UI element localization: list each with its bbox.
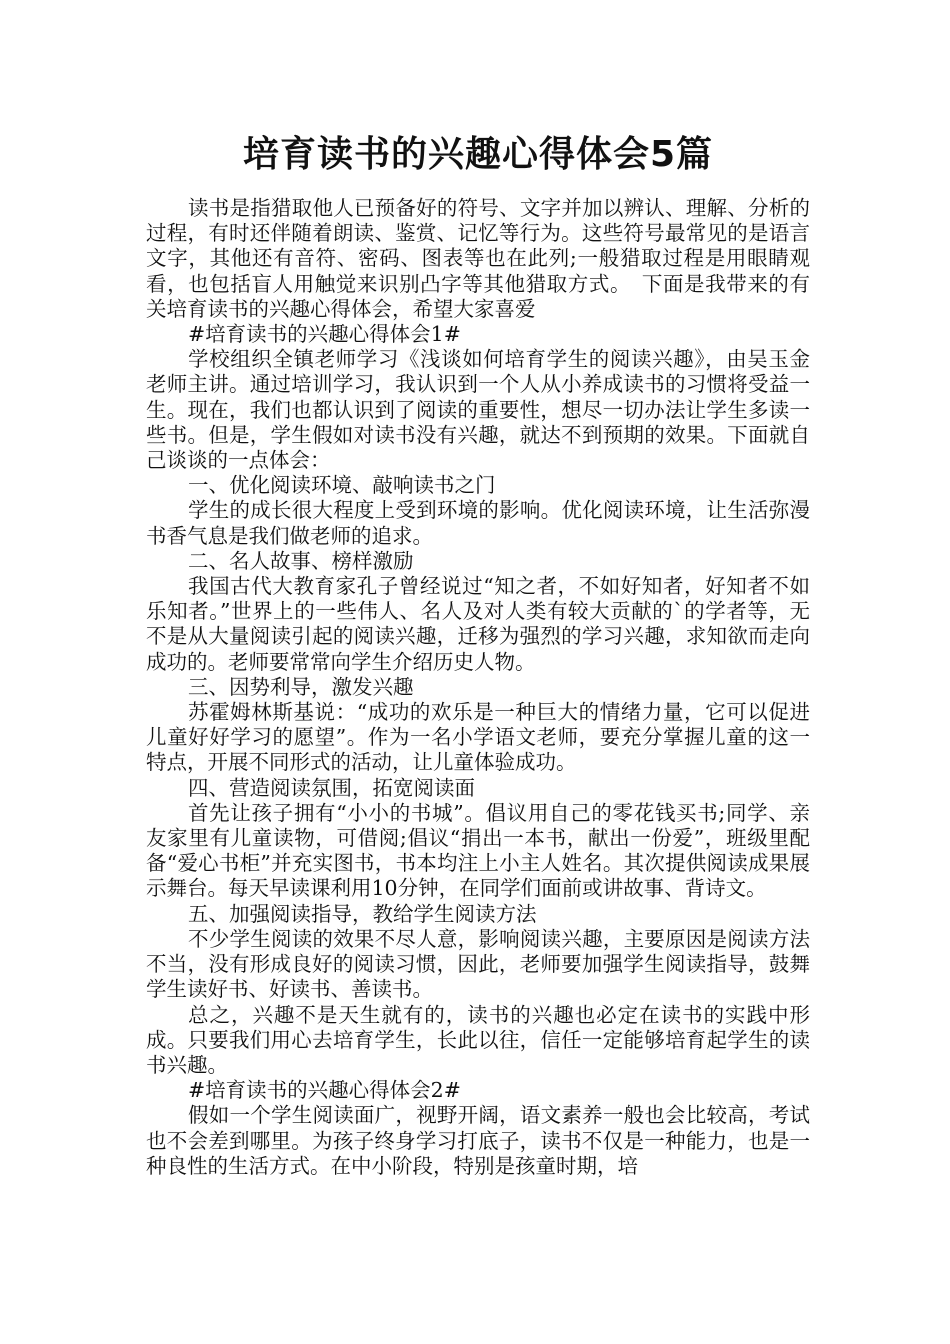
body-paragraph: 学校组织全镇老师学习《浅谈如何培育学生的阅读兴趣》，由吴玉金老师主讲。通过培训学习，我认识到一个人从小养成读书的习惯将受益一生。现在，我们也都认识到了阅读的重要性，想尽一切办法让学生多读一些书。但是，学生假如对读书没有兴趣，就达不到预期的效果。下面就自己谈谈的一点体会： bbox=[146, 347, 810, 473]
body-paragraph: 苏霍姆林斯基说：“成功的欢乐是一种巨大的情绪力量，它可以促进儿童好好学习的愿望”。作为一名小学语文老师，要充分掌握儿童的这一特点，开展不同形式的活动，让儿童体验成功。 bbox=[146, 700, 810, 775]
section-heading-2: #培育读书的兴趣心得体会2# bbox=[188, 1078, 461, 1103]
body-paragraph: 首先让孩子拥有“小小的书城”。倡议用自己的零花钱买书;同学、亲友家里有儿童读物，可借阅;倡议“捐出一本书，献出一份爱”，班级里配备“爱心书柜”并充实图书，书本均注上小主人姓名。其次提供阅读成果展示舞台。每天早读课利用10分钟，在同学们面前或讲故事、背诗文。 bbox=[146, 800, 810, 901]
body-paragraph: 总之，兴趣不是天生就有的，读书的兴趣也必定在读书的实践中形成。只要我们用心去培育学生，长此以往，信任一定能够培育起学生的读书兴趣。 bbox=[146, 1002, 810, 1077]
subheading: 一、优化阅读环境、敲响读书之门 bbox=[188, 473, 496, 498]
subheading: 二、名人故事、榜样激励 bbox=[188, 548, 414, 573]
body-paragraph: 假如一个学生阅读面广，视野开阔，语文素养一般也会比较高，考试也不会差到哪里。为孩子终身学习打底子，读书不仅是一种能力，也是一种良性的生活方式。在中小阶段，特别是孩童时期，培 bbox=[146, 1103, 810, 1178]
intro-paragraph: 读书是指猎取他人已预备好的符号、文字并加以辨认、理解、分析的过程，有时还伴随着朗读、鉴赏、记忆等行为。这些符号最常见的是语言文字，其他还有音符、密码、图表等也在此列;一般猎取过程是用眼睛观看，也包括盲人用触觉来识别凸字等其他猎取方式。 下面是我带来的有关培育读书的兴趣心得体会，希望大家喜爱 bbox=[146, 196, 810, 321]
body-paragraph: 学生的成长很大程度上受到环境的影响。优化阅读环境，让生活弥漫书香气息是我们做老师的追求。 bbox=[146, 498, 810, 548]
page-title: 培育读书的兴趣心得体会5篇 bbox=[242, 134, 714, 175]
subheading: 五、加强阅读指导，教给学生阅读方法 bbox=[188, 901, 537, 926]
body-paragraph: 不少学生阅读的效果不尽人意，影响阅读兴趣，主要原因是阅读方法不当，没有形成良好的阅读习惯，因此，老师要加强学生阅读指导，鼓舞学生读好书、好读书、善读书。 bbox=[146, 926, 810, 1002]
body-paragraph: 我国古代大教育家孔子曾经说过“知之者，不如好知者，好知者不如乐知者。”世界上的一些伟人、名人及对人类有较大贡献的`的学者等，无不是从大量阅读引起的阅读兴趣，迁移为强烈的学习兴趣，求知欲而走向成功的。老师要常常向学生介绍历史人物。 bbox=[146, 574, 810, 674]
subheading: 四、营造阅读氛围，拓宽阅读面 bbox=[188, 775, 475, 800]
section-heading-1: #培育读书的兴趣心得体会1# bbox=[188, 322, 461, 347]
document-page bbox=[146, 0, 810, 1179]
subheading: 三、因势利导，激发兴趣 bbox=[188, 674, 414, 699]
document-body bbox=[146, 196, 810, 1179]
